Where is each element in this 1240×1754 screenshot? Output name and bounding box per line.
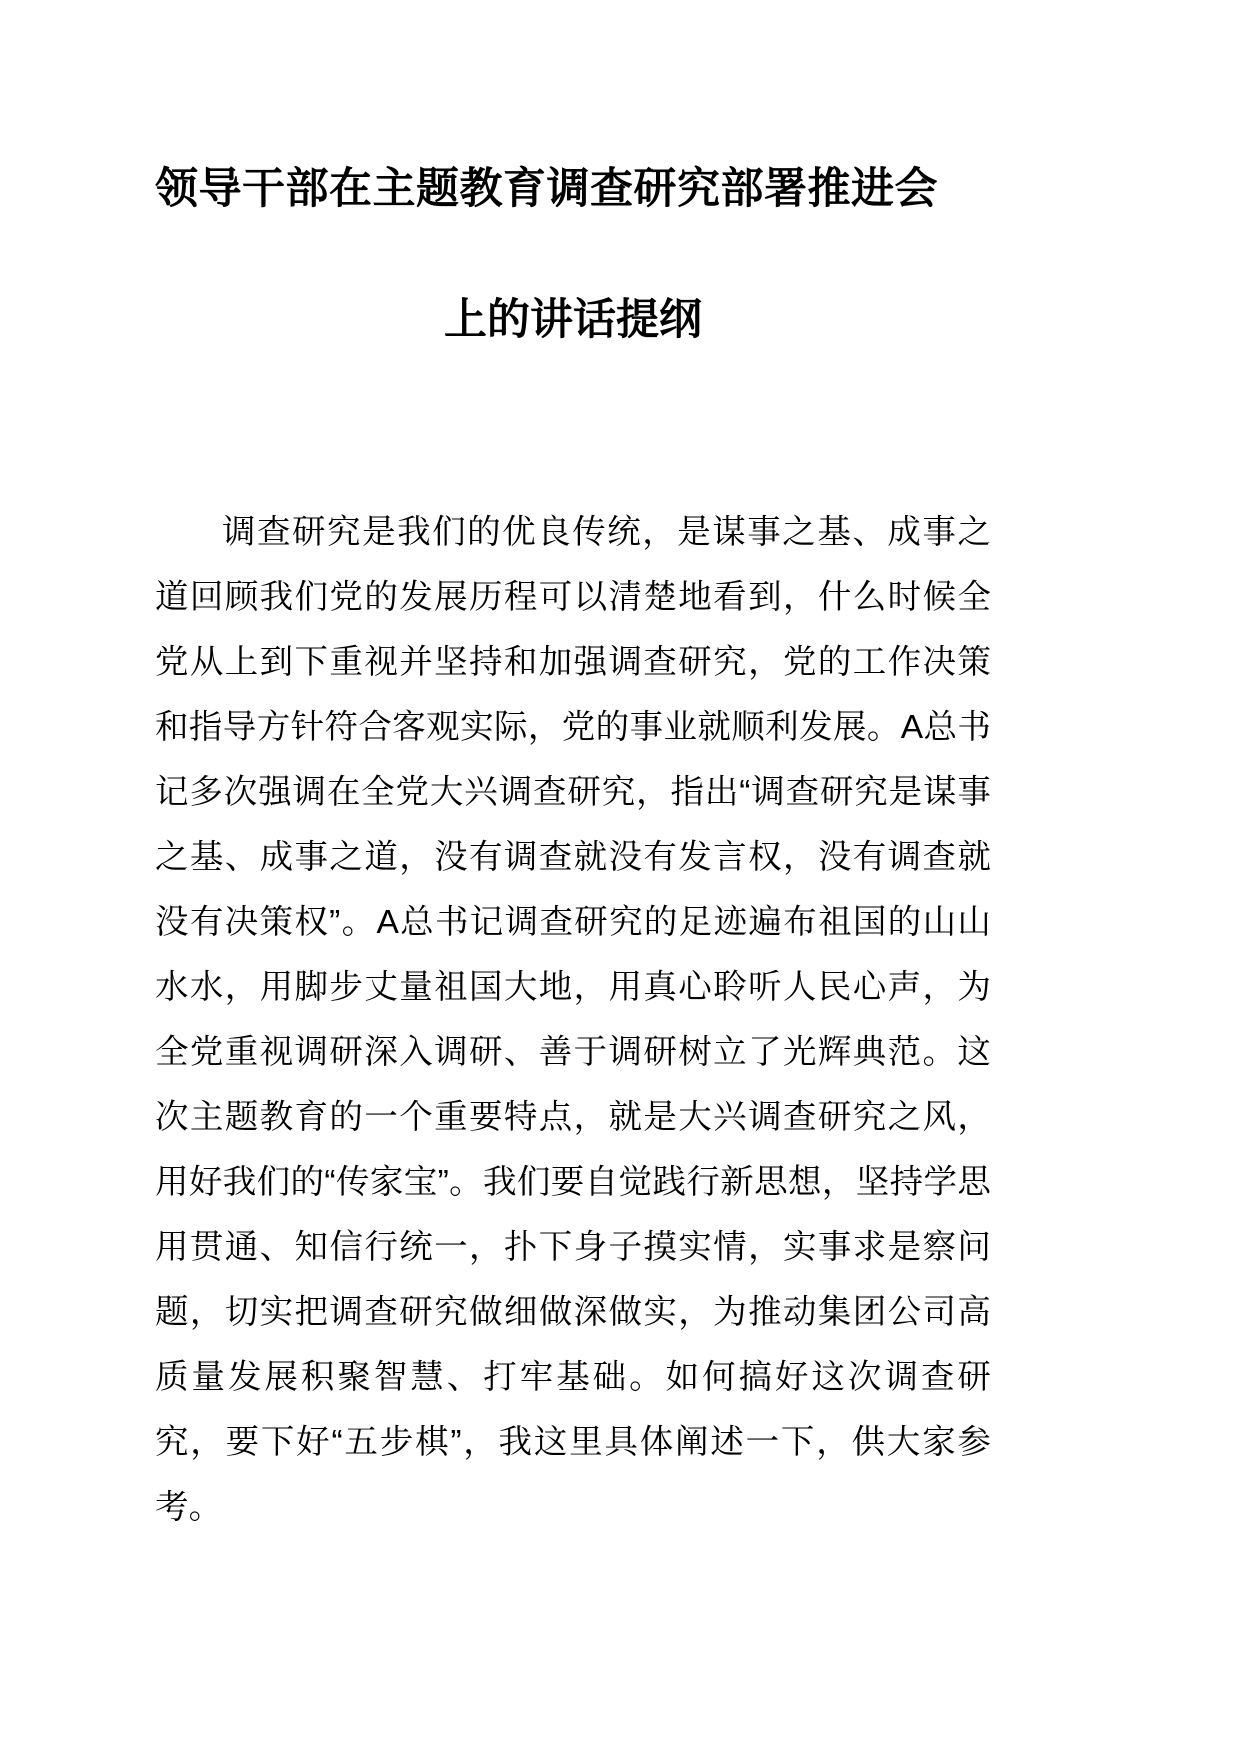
document-body [155, 500, 991, 1540]
page-content-area [155, 0, 991, 1540]
page-title-line-1: 领导干部在主题教育调查研究部署推进会 [155, 165, 938, 213]
page-title-line-2: 上的讲话提纲 [444, 296, 702, 344]
body-paragraph-1: 调查研究是我们的优良传统，是谋事之基、成事之道回顾我们党的发展历程可以清楚地看到，什么时候全党从上到下重视并坚持和加强调查研究，党的工作决策和指导方针符合客观实际，党的事业就顺利发展。A总书记多次强调在全党大兴调查研究，指出“调查研究是谋事之基、成事之道，没有调查就没有发言权，没有调查就没有决策权”。A总书记调查研究的足迹遍布祖国的山山水水，用脚步丈量祖国大地，用真心聆听人民心声，为全党重视调研深入调研、善于调研树立了光辉典范。这次主题教育的一个重要特点，就是大兴调查研究之风，用好我们的“传家宝”。我们要自觉践行新思想，坚持学思用贯通、知信行统一，扑下身子摸实情，实事求是察问题，切实把调查研究做细做深做实，为推动集团公司高质量发展积聚智慧、打牢基础。如何搞好这次调查研究，要下好“五步棋”，我这里具体阐述一下，供大家参考。 [155, 514, 991, 1526]
page-title [155, 0, 991, 342]
